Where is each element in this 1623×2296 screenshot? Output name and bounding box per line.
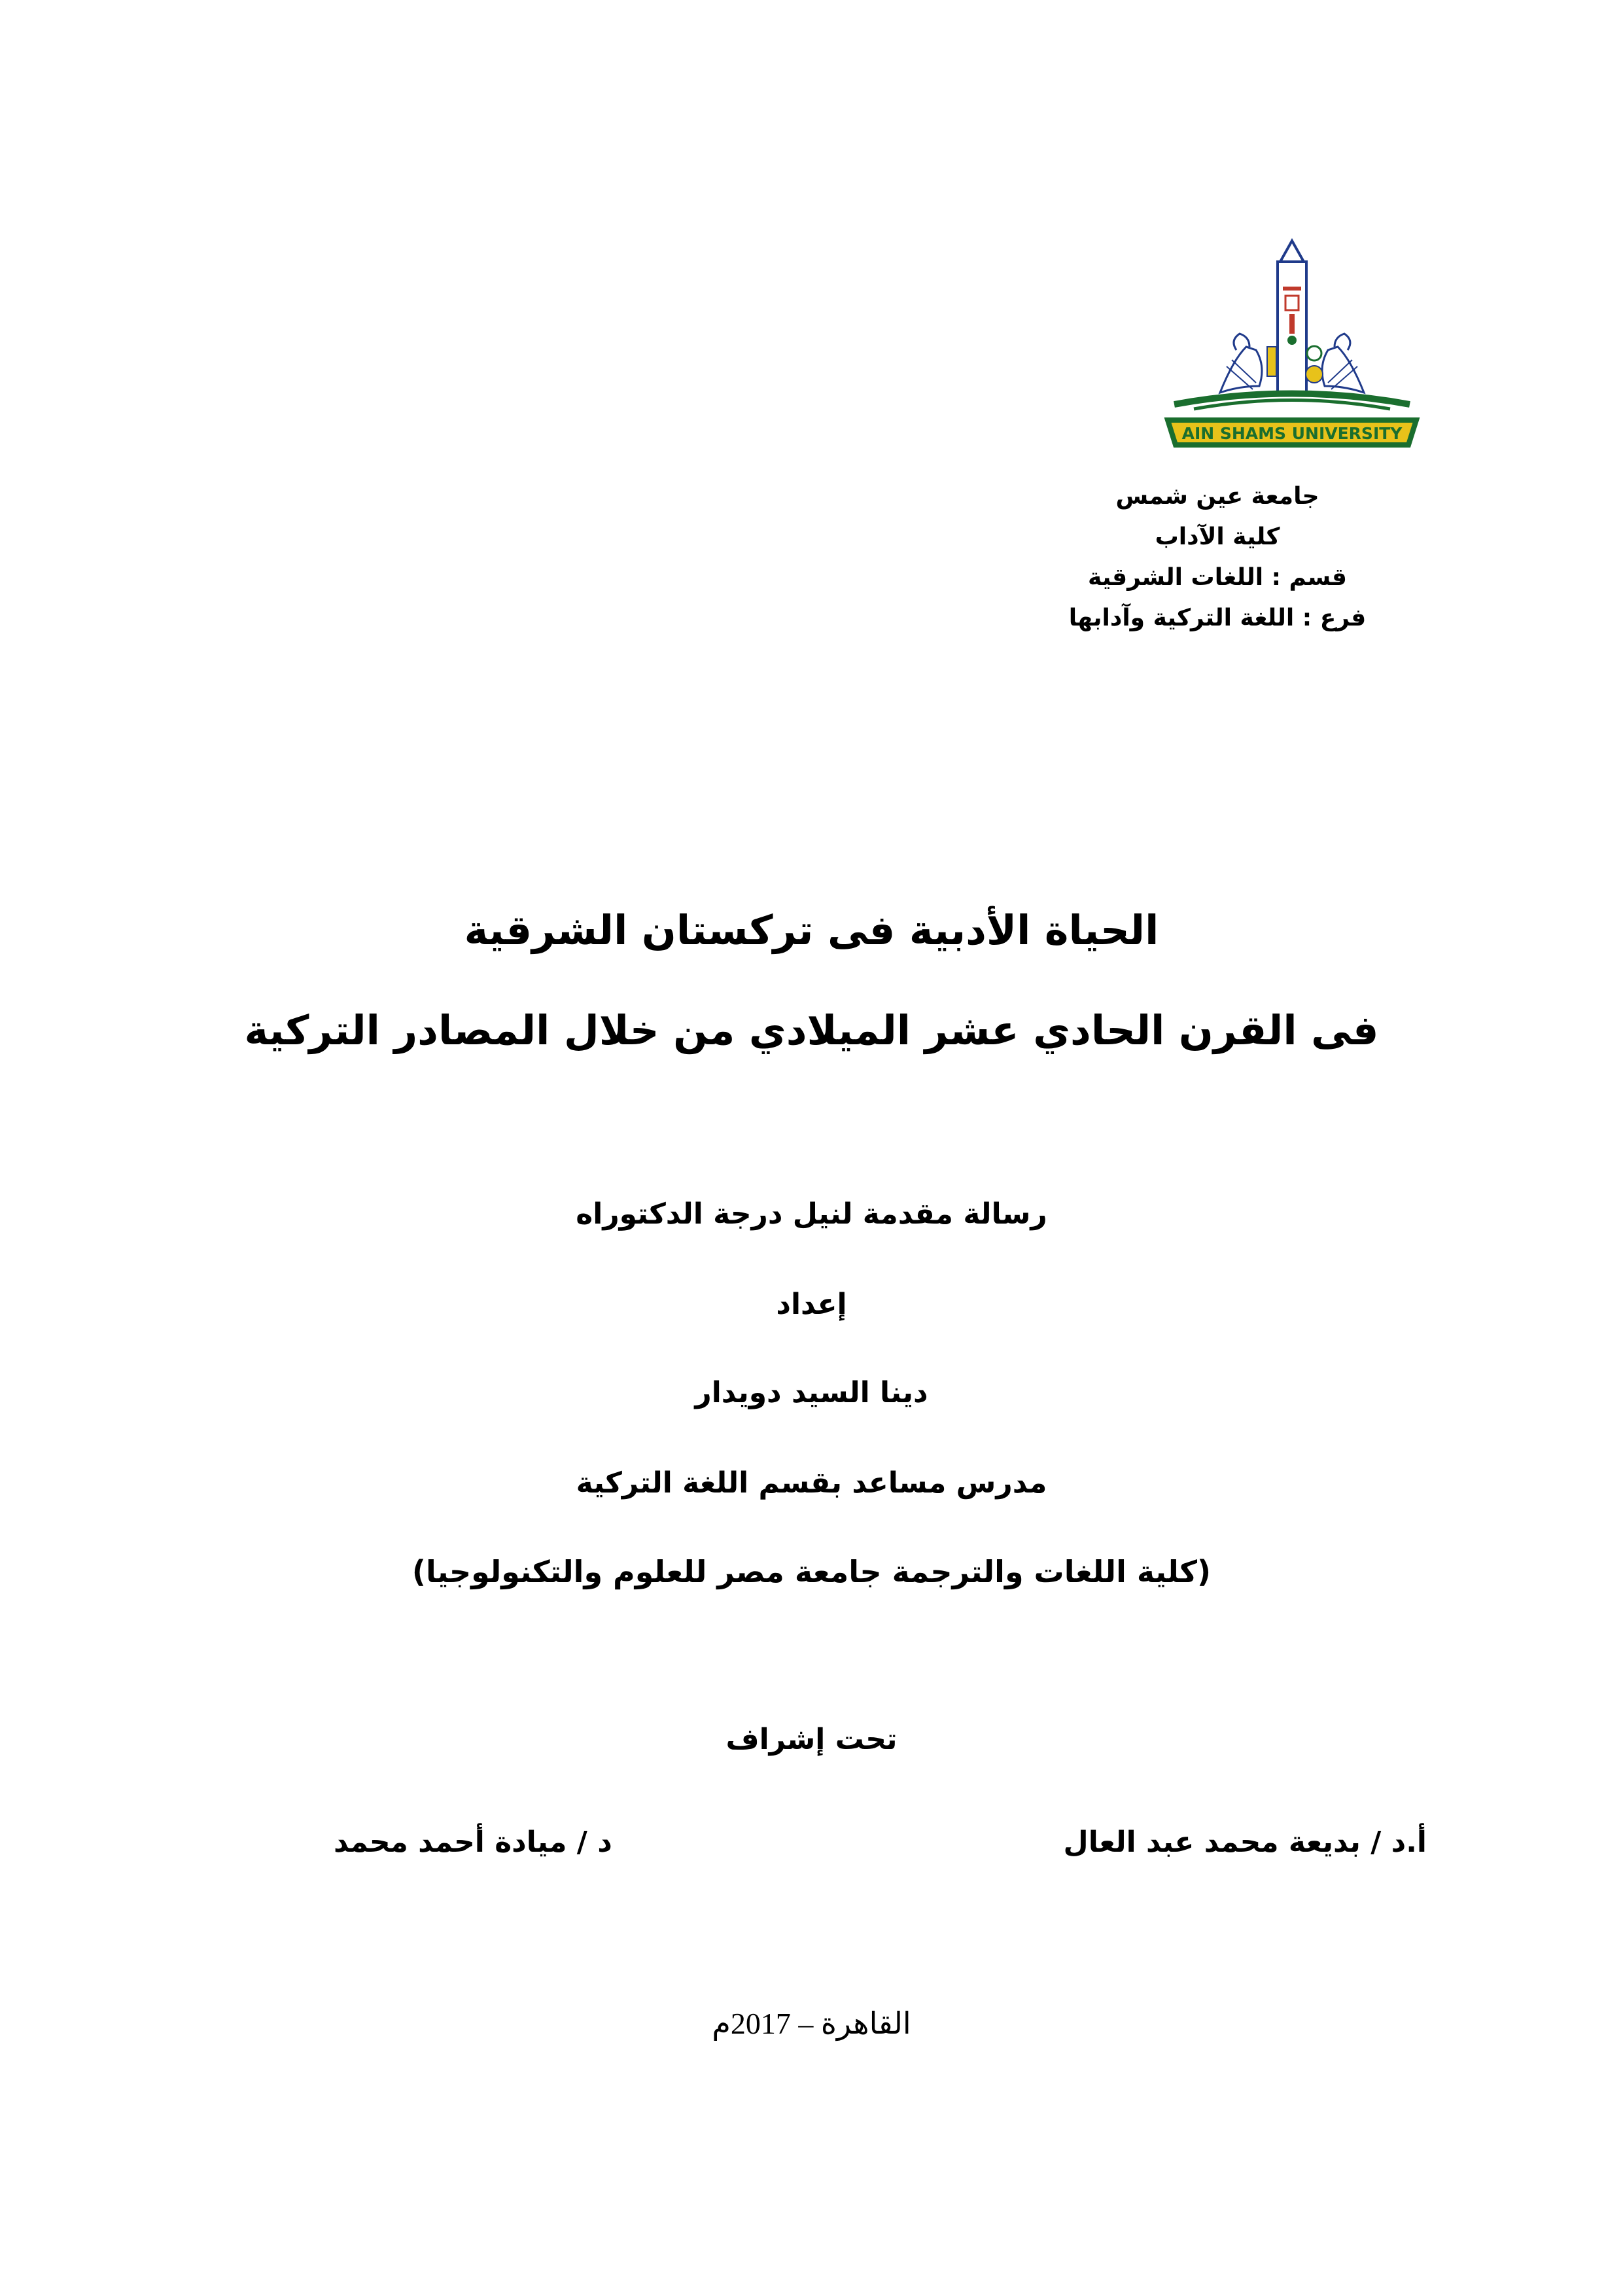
supervision-label: تحت إشراف: [725, 1723, 898, 1756]
faculty-name: كلية الآداب: [1155, 523, 1280, 550]
university-logo: [1155, 236, 1429, 461]
supervisor-2: د / ميادة أحمد محمد: [334, 1826, 612, 1859]
degree-statement: رسالة مقدمة لنيل درجة الدكتوراه: [576, 1197, 1047, 1231]
logo-text: AIN SHAMS UNIVERSITY: [1181, 424, 1403, 443]
university-name: جامعة عين شمس: [1115, 483, 1319, 510]
thesis-title-line-2: فى القرن الحادي عشر الميلادي من خلال المصادر التركية: [244, 1006, 1379, 1054]
place-and-date: القاهرة – 2017م: [712, 2007, 911, 2040]
supervisor-1: أ.د / بديعة محمد عبد العال: [1063, 1826, 1427, 1859]
branch-name: فرع : اللغة التركية وآدابها: [1068, 605, 1367, 631]
author-position: مدرس مساعد بقسم اللغة التركية: [576, 1466, 1047, 1500]
institution-header: [988, 476, 1446, 639]
thesis-title-line-1: الحياة الأدبية فى تركستان الشرقية: [464, 906, 1159, 954]
author-name: دينا السيد دويدار: [695, 1376, 928, 1409]
author-affiliation: (كلية اللغات والترجمة جامعة مصر للعلوم والتكنولوجيا): [411, 1554, 1212, 1589]
prepared-by-label: إعداد: [776, 1288, 847, 1321]
department-name: قسم : اللغات الشرقية: [1088, 564, 1347, 591]
